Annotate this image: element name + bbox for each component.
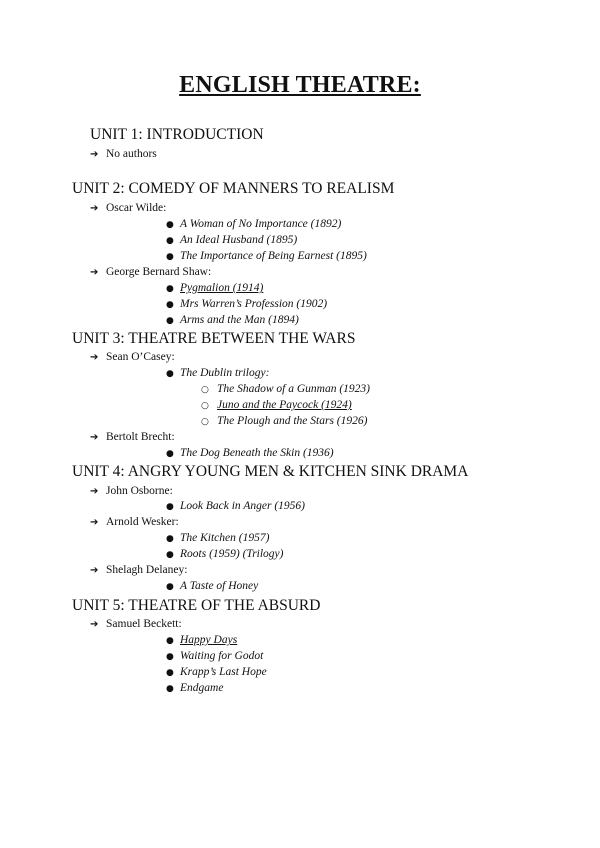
arrow-icon: ➔ bbox=[90, 267, 99, 278]
sub-work-item bbox=[201, 415, 367, 427]
work-title: The Shadow of a Gunman (1923) bbox=[217, 383, 371, 395]
author-sean-ocasey bbox=[90, 351, 175, 363]
work-item bbox=[166, 500, 305, 512]
bullet-icon: ● bbox=[166, 252, 174, 262]
arrow-icon: ➔ bbox=[90, 203, 99, 214]
unit-1-note bbox=[90, 148, 157, 160]
work-title: A Taste of Honey bbox=[180, 580, 259, 592]
work-item bbox=[166, 250, 367, 262]
arrow-icon: ➔ bbox=[90, 517, 99, 528]
bullet-icon: ● bbox=[166, 582, 174, 592]
bullet-icon: ● bbox=[166, 668, 174, 678]
work-title: A Woman of No Importance (1892) bbox=[180, 218, 342, 230]
unit-2-heading: UNIT 2: COMEDY OF MANNERS TO REALISM bbox=[72, 180, 395, 197]
work-title: The Dog Beneath the Skin (1936) bbox=[180, 447, 334, 459]
author-john-osborne bbox=[90, 485, 173, 497]
work-title: Mrs Warren’s Profession (1902) bbox=[180, 298, 328, 310]
work-item bbox=[166, 580, 258, 592]
author-name: Arnold Wesker: bbox=[106, 516, 179, 528]
bullet-icon: ● bbox=[166, 652, 174, 662]
unit-5-heading: UNIT 5: THEATRE OF THE ABSURD bbox=[72, 597, 321, 614]
work-item bbox=[166, 548, 284, 560]
author-samuel-beckett bbox=[90, 618, 182, 630]
bullet-icon: ● bbox=[166, 636, 174, 646]
author-name: Shelagh Delaney: bbox=[106, 564, 188, 576]
work-title: Pygmalion (1914) bbox=[180, 282, 264, 294]
author-arnold-wesker bbox=[90, 516, 179, 528]
arrow-icon: ➔ bbox=[90, 619, 99, 630]
work-title: The Importance of Being Earnest (1895) bbox=[180, 250, 367, 262]
author-name: George Bernard Shaw: bbox=[106, 266, 212, 278]
unit-3-heading: UNIT 3: THEATRE BETWEEN THE WARS bbox=[72, 330, 356, 347]
bullet-icon: ● bbox=[166, 369, 174, 379]
work-item bbox=[166, 634, 237, 646]
work-item bbox=[166, 298, 327, 310]
work-title: An Ideal Husband (1895) bbox=[180, 234, 298, 246]
unit-4-heading: UNIT 4: ANGRY YOUNG MEN & KITCHEN SINK DRAMA bbox=[72, 463, 469, 480]
arrow-icon: ➔ bbox=[90, 352, 99, 363]
author-name: Oscar Wilde: bbox=[106, 202, 167, 214]
author-name: Sean O’Casey: bbox=[106, 351, 175, 363]
work-title: Juno and the Paycock (1924) bbox=[217, 399, 352, 411]
author-bertolt-brecht bbox=[90, 431, 175, 443]
work-item bbox=[166, 682, 223, 694]
work-title: Roots (1959) (Trilogy) bbox=[180, 548, 284, 560]
bullet-icon: ● bbox=[166, 502, 174, 512]
bullet-icon: ● bbox=[166, 550, 174, 560]
work-item bbox=[166, 314, 299, 326]
bullet-icon: ● bbox=[166, 684, 174, 694]
bullet-icon: ● bbox=[166, 316, 174, 326]
work-item bbox=[166, 282, 263, 294]
work-title: Krapp’s Last Hope bbox=[180, 666, 267, 678]
work-item bbox=[166, 234, 297, 246]
work-title: The Kitchen (1957) bbox=[180, 532, 270, 544]
circle-bullet-icon: ○ bbox=[201, 385, 209, 395]
bullet-icon: ● bbox=[166, 534, 174, 544]
work-title: Happy Days bbox=[180, 634, 238, 646]
arrow-icon: ➔ bbox=[90, 565, 99, 576]
sub-work-item bbox=[201, 383, 370, 395]
arrow-icon: ➔ bbox=[90, 486, 99, 497]
bullet-icon: ● bbox=[166, 284, 174, 294]
arrow-icon: ➔ bbox=[90, 432, 99, 443]
arrow-icon: ➔ bbox=[90, 149, 99, 160]
work-item bbox=[166, 666, 267, 678]
unit-1-heading: UNIT 1: INTRODUCTION bbox=[90, 126, 264, 143]
bullet-icon: ● bbox=[166, 300, 174, 310]
work-title: The Plough and the Stars (1926) bbox=[217, 415, 368, 427]
bullet-icon: ● bbox=[166, 220, 174, 230]
circle-bullet-icon: ○ bbox=[201, 417, 209, 427]
work-title: Waiting for Godot bbox=[180, 650, 264, 662]
work-title: Arms and the Man (1894) bbox=[180, 314, 299, 326]
author-name: Bertolt Brecht: bbox=[106, 431, 175, 443]
bullet-icon: ● bbox=[166, 449, 174, 459]
note-text: No authors bbox=[106, 148, 157, 160]
work-item bbox=[166, 532, 269, 544]
sub-work-item bbox=[201, 399, 352, 411]
work-item bbox=[166, 218, 341, 230]
author-oscar-wilde bbox=[90, 202, 166, 214]
document-title: ENGLISH THEATRE: bbox=[179, 72, 421, 98]
author-name: Samuel Beckett: bbox=[106, 618, 182, 630]
circle-bullet-icon: ○ bbox=[201, 401, 209, 411]
author-name: John Osborne: bbox=[106, 485, 173, 497]
work-item bbox=[166, 447, 334, 459]
bullet-icon: ● bbox=[166, 236, 174, 246]
author-shelagh-delaney bbox=[90, 564, 187, 576]
work-item bbox=[166, 650, 263, 662]
work-title: Endgame bbox=[180, 682, 224, 694]
work-title: The Dublin trilogy: bbox=[180, 367, 270, 379]
author-george-bernard-shaw bbox=[90, 266, 211, 278]
work-title: Look Back in Anger (1956) bbox=[180, 500, 305, 512]
work-item bbox=[166, 367, 269, 379]
